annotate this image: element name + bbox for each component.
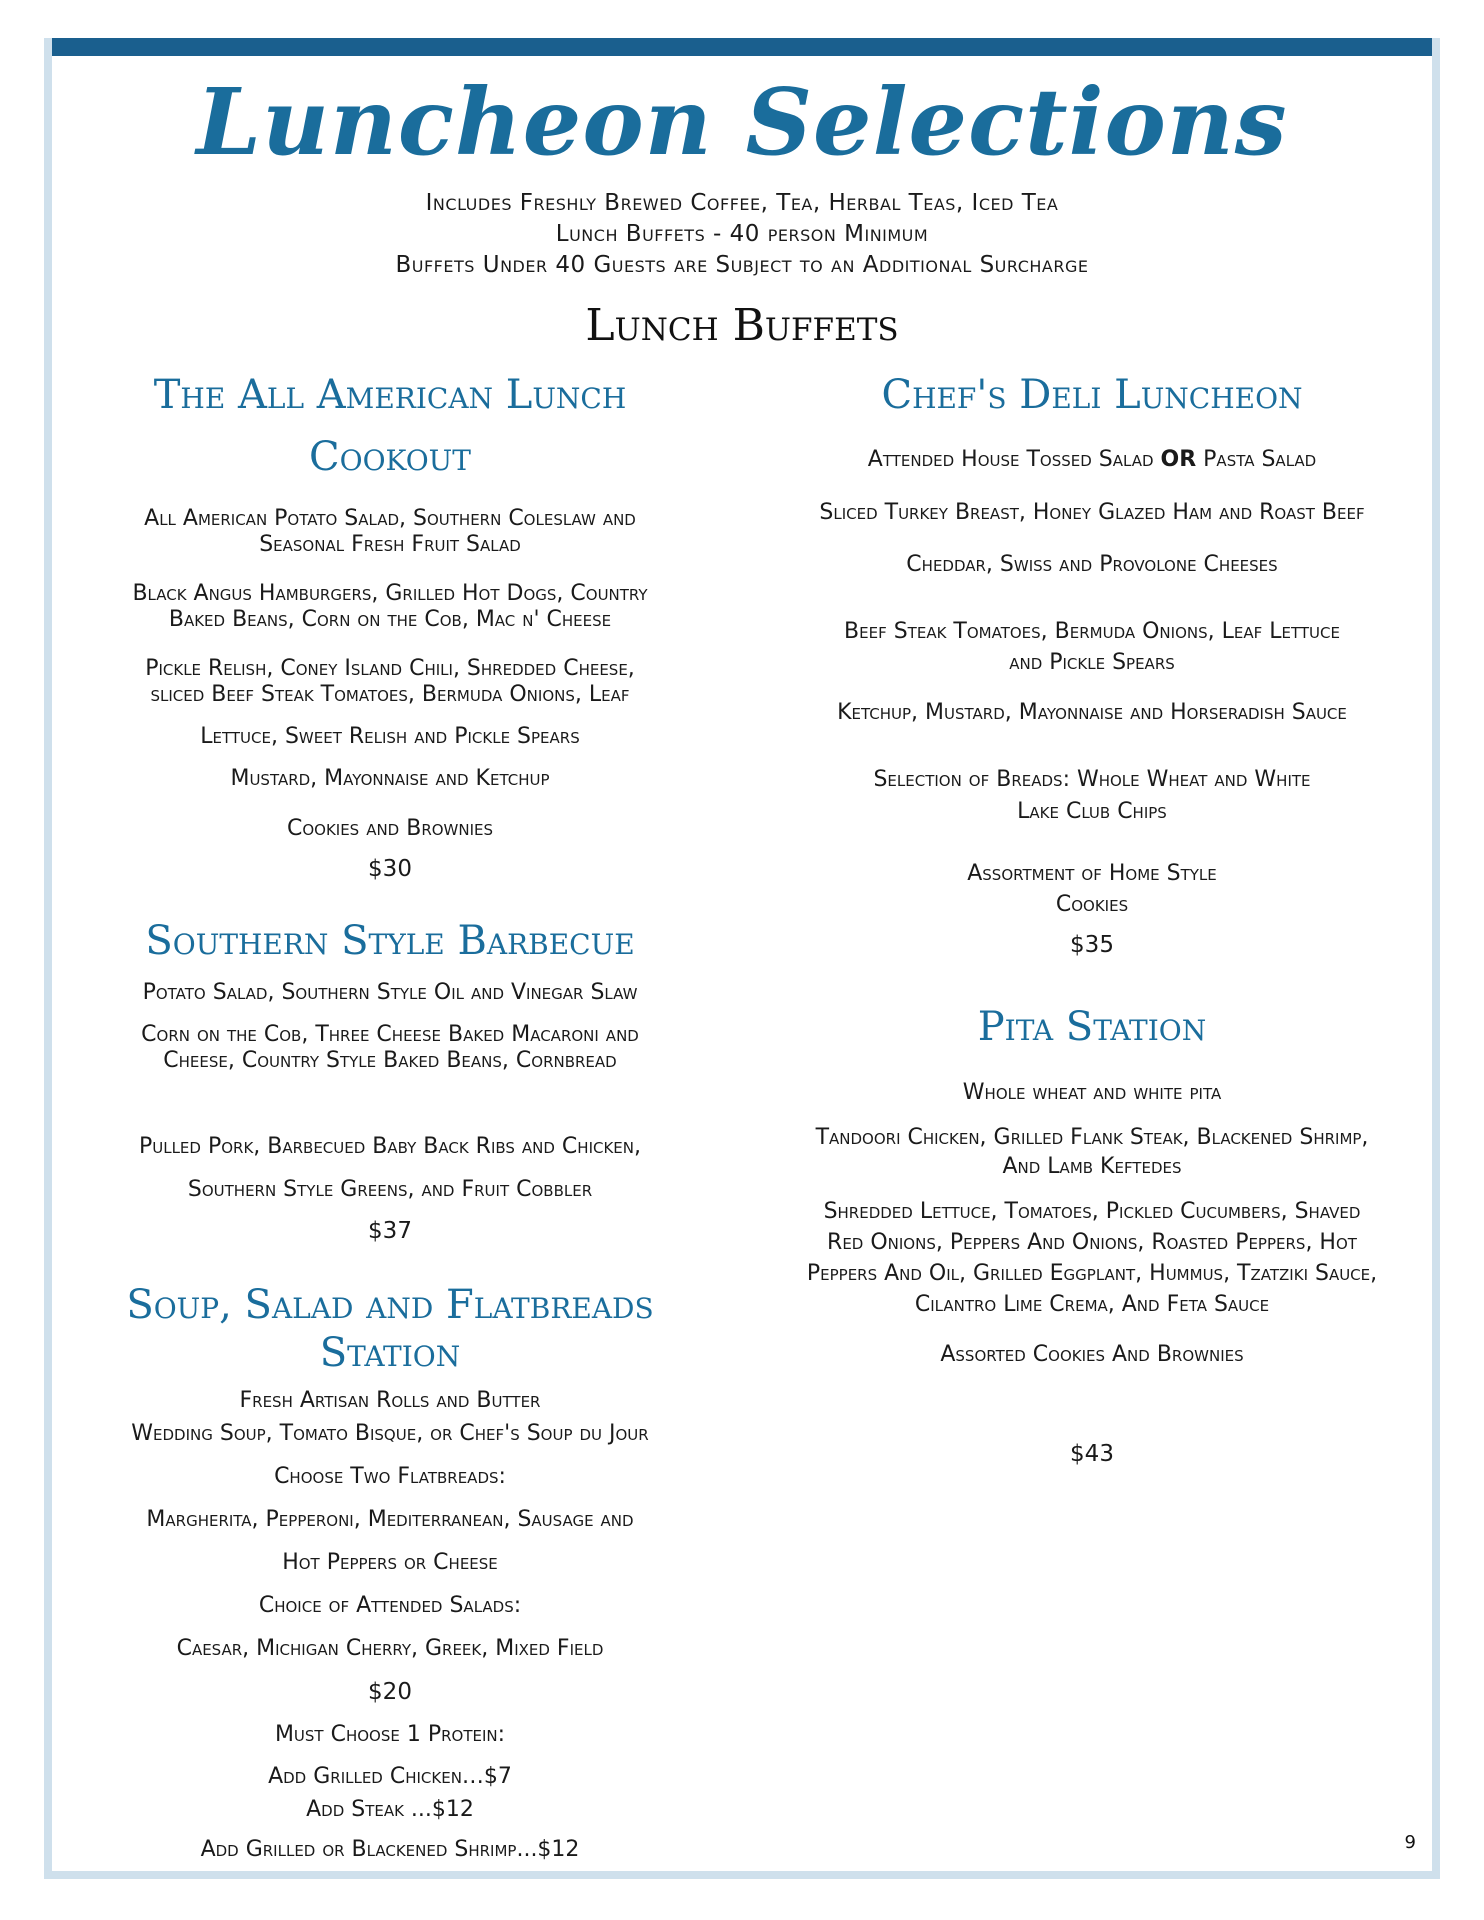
menu-line: Shredded Lettuce, Tomatoes, Pickled Cucumbers, Shaved xyxy=(823,1199,1361,1224)
brand-title: Luncheon Selections xyxy=(196,68,1288,176)
menu-line: Assorted Cookies And Brownies xyxy=(940,1342,1244,1367)
menu-line: Corn on the Cob, Three Cheese Baked Macaroni and xyxy=(141,1022,639,1047)
menu-line: Cheddar, Swiss and Provolone Cheeses xyxy=(906,552,1278,577)
menu-line-part: Pasta Salad xyxy=(1196,447,1317,472)
left-column xyxy=(80,0,700,1920)
soup-salad-price: $20 xyxy=(368,1679,412,1705)
menu-line: Southern Style Greens, and Fruit Cobbler xyxy=(187,1177,593,1202)
menu-line: Mustard, Mayonnaise and Ketchup xyxy=(230,766,550,791)
all-american-price: $30 xyxy=(368,856,412,882)
southern-bbq-title: Southern Style Barbecue xyxy=(145,918,635,964)
menu-line: Assortment of Home Style xyxy=(967,861,1217,886)
menu-line: Choice of Attended Salads: xyxy=(258,1593,522,1618)
menu-line: Beef Steak Tomatoes, Bermuda Onions, Leaf Lettuce xyxy=(844,619,1340,644)
menu-line: Hot Peppers or Cheese xyxy=(282,1550,498,1575)
menu-line-part: Attended House Tossed Salad xyxy=(867,447,1161,472)
menu-line xyxy=(752,447,1432,473)
menu-line: Pickle Relish, Coney Island Chili, Shredded Cheese, xyxy=(145,656,635,681)
menu-line: Baked Beans, Corn on the Cob, Mac n' Cheese xyxy=(168,607,612,632)
menu-line: Sliced Turkey Breast, Honey Glazed Ham and Roast Beef xyxy=(819,500,1365,525)
right-column xyxy=(752,0,1432,1920)
intro-line-3: Buffets Under 40 Guests are Subject to an Additional Surcharge xyxy=(395,252,1089,278)
menu-line: Wedding Soup, Tomato Bisque, or Chef's Soup du Jour xyxy=(131,1421,649,1446)
menu-line: Cilantro Lime Crema, And Feta Sauce xyxy=(914,1292,1270,1317)
pita-title: Pita Station xyxy=(977,1004,1207,1050)
menu-line: Red Onions, Peppers And Onions, Roasted Peppers, Hot xyxy=(827,1230,1357,1255)
menu-line: Add Grilled Chicken…$7 xyxy=(268,1764,512,1789)
menu-line: Black Angus Hamburgers, Grilled Hot Dogs, Country xyxy=(132,581,648,606)
menu-line: Add Steak ...$12 xyxy=(306,1797,474,1822)
menu-line: Lettuce, Sweet Relish and Pickle Spears xyxy=(200,724,580,749)
menu-line: Margherita, Pepperoni, Mediterranean, Sausage and xyxy=(146,1507,634,1532)
menu-line: Ketchup, Mustard, Mayonnaise and Horseradish Sauce xyxy=(837,700,1347,725)
menu-line: Must Choose 1 Protein: xyxy=(274,1722,506,1747)
lunch-buffets-heading: Lunch Buffets xyxy=(585,300,899,351)
menu-line: Peppers And Oil, Grilled Eggplant, Hummus, Tzatziki Sauce, xyxy=(806,1261,1378,1286)
menu-line: Cookies xyxy=(1055,892,1129,917)
menu-line: Tandoori Chicken, Grilled Flank Steak, Blackened Shrimp, xyxy=(815,1125,1369,1150)
soup-salad-title-1: Soup, Salad and Flatbreads xyxy=(126,1282,654,1328)
chefs-deli-price: $35 xyxy=(1070,932,1114,958)
pita-price: $43 xyxy=(1070,1441,1114,1467)
menu-line: and Pickle Spears xyxy=(1009,650,1175,675)
menu-line: Lake Club Chips xyxy=(1017,799,1167,824)
menu-line: Pulled Pork, Barbecued Baby Back Ribs and Chicken, xyxy=(138,1134,642,1159)
menu-line: Potato Salad, Southern Style Oil and Vinegar Slaw xyxy=(142,980,638,1005)
page-number: 9 xyxy=(1404,1832,1416,1853)
menu-line: Add Grilled or Blackened Shrimp...$12 xyxy=(200,1837,580,1862)
intro-line-2: Lunch Buffets - 40 person Minimum xyxy=(555,221,929,247)
or-emphasis: OR xyxy=(1160,447,1197,472)
menu-line: And Lamb Keftedes xyxy=(1002,1154,1182,1179)
menu-line: Seasonal Fresh Fruit Salad xyxy=(259,532,521,557)
soup-salad-title-2: Station xyxy=(319,1330,461,1376)
menu-line: All American Potato Salad, Southern Coleslaw and xyxy=(144,506,636,531)
menu-line: Choose Two Flatbreads: xyxy=(274,1464,506,1489)
southern-bbq-price: $37 xyxy=(368,1218,412,1244)
menu-line: Whole wheat and white pita xyxy=(962,1080,1222,1105)
menu-line: Selection of Breads: Whole Wheat and White xyxy=(873,767,1311,792)
menu-line: sliced Beef Steak Tomatoes, Bermuda Onions, Leaf xyxy=(150,682,630,707)
intro-line-1: Includes Freshly Brewed Coffee, Tea, Herbal Teas, Iced Tea xyxy=(425,190,1059,216)
all-american-title-1: The All American Lunch xyxy=(153,372,627,418)
menu-line: Cookies and Brownies xyxy=(286,816,494,841)
all-american-title-2: Cookout xyxy=(309,434,471,480)
chefs-deli-title: Chef's Deli Luncheon xyxy=(881,372,1303,418)
menu-line: Fresh Artisan Rolls and Butter xyxy=(239,1388,541,1413)
menu-line: Caesar, Michigan Cherry, Greek, Mixed Field xyxy=(176,1636,604,1661)
menu-line: Cheese, Country Style Baked Beans, Cornbread xyxy=(163,1048,617,1073)
